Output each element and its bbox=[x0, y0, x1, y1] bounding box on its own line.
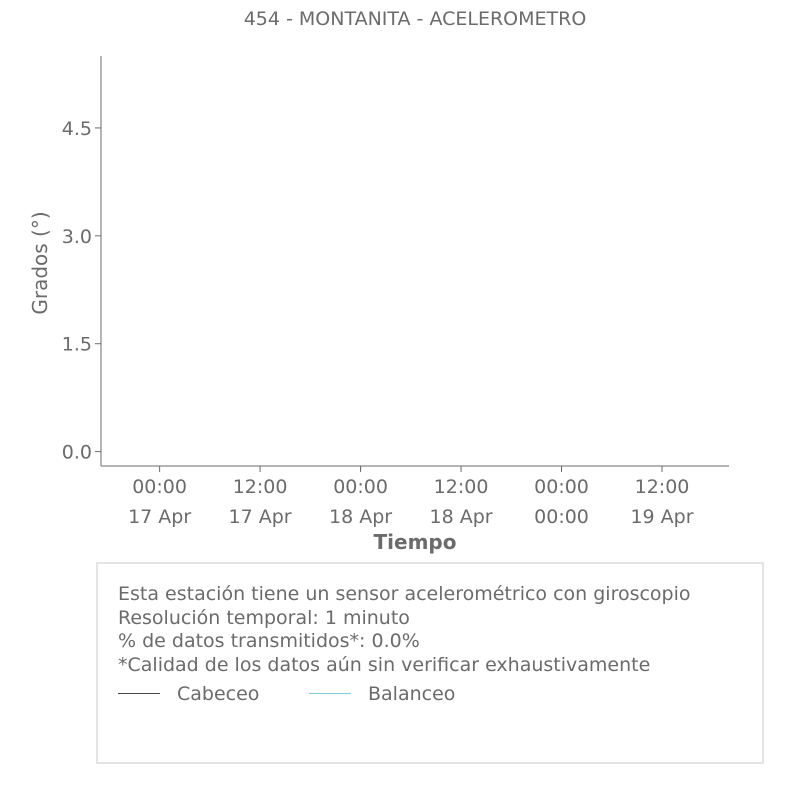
info-line-sensor: Esta estación tiene un sensor acelerométrico con giroscopio bbox=[118, 583, 691, 605]
x-tick-date-label: 17 Apr bbox=[228, 506, 292, 528]
y-tick-label: 0.0 bbox=[61, 441, 92, 464]
x-tick-date-label: 00:00 bbox=[534, 506, 589, 528]
legend-label-balanceo: Balanceo bbox=[368, 683, 456, 705]
x-ticks bbox=[128, 466, 694, 528]
legend-swatch-balanceo bbox=[309, 693, 351, 694]
x-tick-date-label: 18 Apr bbox=[429, 506, 493, 528]
legend-label-cabeceo: Cabeceo bbox=[177, 683, 260, 705]
x-tick-time-label: 12:00 bbox=[433, 476, 489, 498]
y-tick-label: 1.5 bbox=[61, 333, 92, 356]
chart-title: 454 - MONTANITA - ACELEROMETRO bbox=[243, 8, 587, 30]
x-tick-time-label: 12:00 bbox=[634, 476, 690, 498]
info-line-resolution: Resolución temporal: 1 minuto bbox=[118, 607, 410, 629]
y-tick-label: 4.5 bbox=[61, 117, 92, 140]
x-axis-label: Tiempo bbox=[373, 530, 457, 554]
info-line-quality-note: *Calidad de los datos aún sin verificar exhaustivamente bbox=[118, 654, 651, 676]
y-ticks bbox=[62, 118, 101, 464]
x-tick-date-label: 18 Apr bbox=[329, 506, 393, 528]
info-box bbox=[96, 562, 764, 764]
x-tick-date-label: 17 Apr bbox=[128, 506, 192, 528]
x-tick-time-label: 00:00 bbox=[333, 476, 388, 498]
info-line-transmitted: % de datos transmitidos*: 0.0% bbox=[118, 630, 420, 652]
legend-swatch-cabeceo bbox=[118, 693, 160, 694]
x-tick-time-label: 00:00 bbox=[534, 476, 589, 498]
y-tick-label: 3.0 bbox=[61, 225, 92, 248]
y-axis-label: Grados (°) bbox=[28, 211, 52, 315]
x-tick-date-label: 19 Apr bbox=[630, 506, 694, 528]
x-tick-time-label: 12:00 bbox=[232, 476, 288, 498]
x-tick-time-label: 00:00 bbox=[132, 476, 187, 498]
